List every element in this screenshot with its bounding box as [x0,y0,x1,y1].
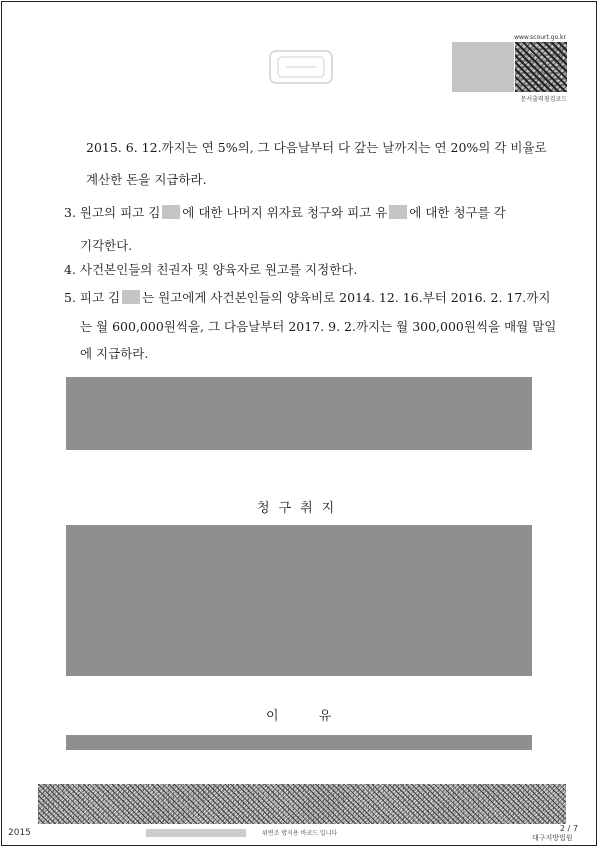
redacted-block [66,735,532,750]
redacted-name [389,205,407,219]
redacted-block [66,525,532,676]
footer-barcode-caption: 위변조 방지용 바코드 입니다 [262,830,338,837]
court-seal-watermark [262,45,340,89]
redacted-name [122,290,140,304]
body-line: 기각한다. [80,238,133,253]
item-text: 3. 원고의 피고 김 [64,205,161,220]
list-item-4: 4. 사건본인들의 친권자 및 양육자로 원고를 지정한다. [64,262,358,277]
redacted-block [66,377,532,450]
item-text: 5. 피고 김 [64,290,121,305]
page-number: 2 / 7 [560,824,578,833]
list-item-3 [64,205,506,221]
body-line: 계산한 돈을 지급하라. [86,172,207,187]
section-heading-claim: 청구취지 [257,501,344,516]
redacted-name [162,205,180,219]
list-item-5 [64,290,550,306]
court-name: 대구지방법원 [532,834,573,842]
site-url: www.scourt.go.kr [514,34,566,41]
body-line: 에 지급하라. [80,346,149,361]
item-text: 에 대한 나머지 위자료 청구와 피고 유 [182,205,388,220]
item-text: 는 원고에게 사건본인들의 양육비로 2014. 12. 16.부터 2016. 2. 17.까지 [142,290,551,305]
item-text: 에 대한 청구를 각 [409,205,506,220]
footer-case-year: 2015 [8,828,31,838]
redacted-area [452,42,514,92]
redacted-area [146,829,246,837]
body-line: 는 월 600,000원씩을, 그 다음날부터 2017. 9. 2.까지는 월 300,000원씩을 매월 말일 [80,319,557,334]
body-line: 2015. 6. 12.까지는 연 5%의, 그 다음날부터 다 갚는 날까지는 연 20%의 각 비율로 [86,140,547,155]
section-heading-reason: 이 유 [266,709,332,724]
anti-forgery-barcode [38,784,566,824]
qr-caption: 문서출력점검코드 [520,96,567,103]
qr-code [515,42,567,92]
